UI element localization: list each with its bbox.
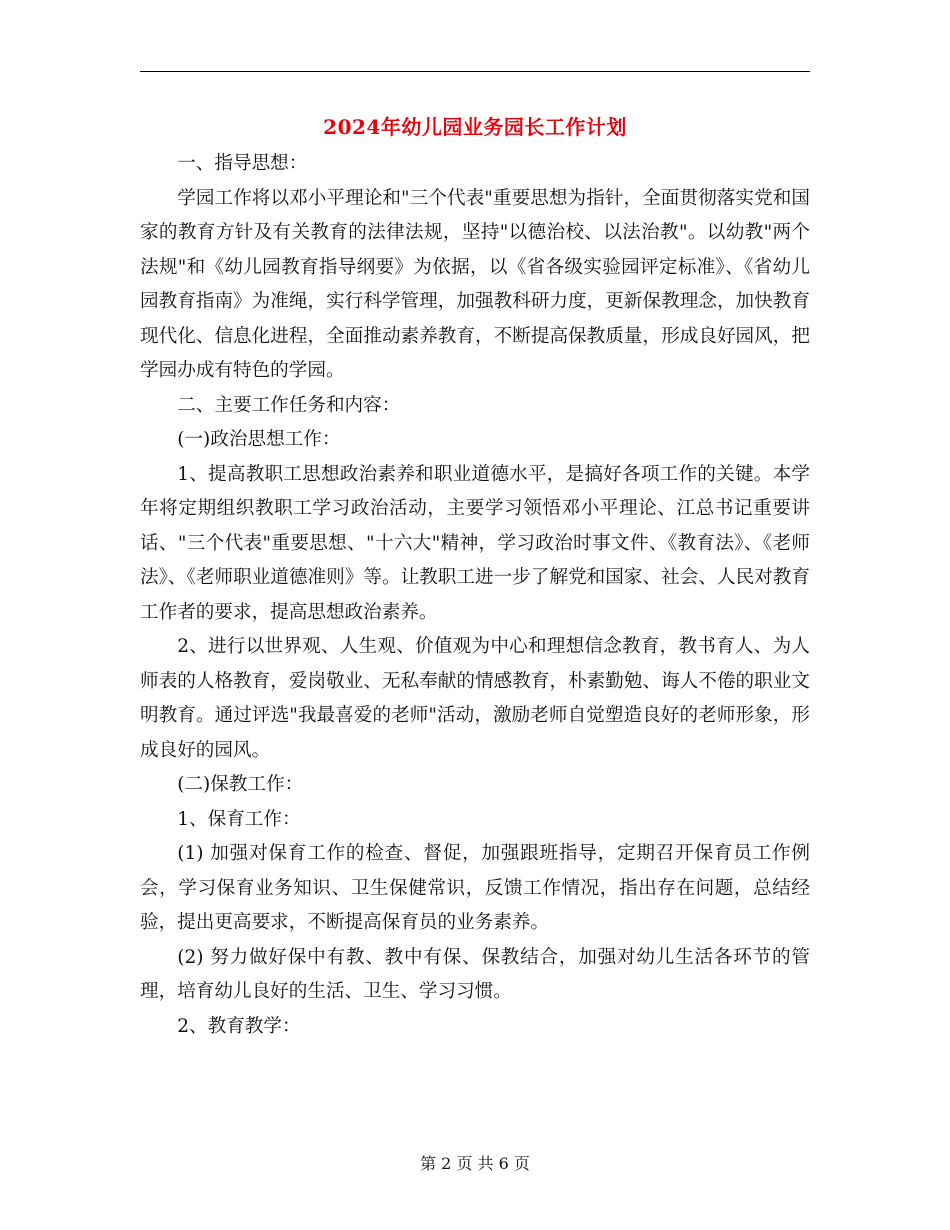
- page-footer: 第 2 页 共 6 页: [420, 1154, 530, 1173]
- section-heading-guiding-thought: 一、指导思想：: [177, 153, 308, 174]
- paragraph-care-2: (2) 努力做好保中有教、教中有保、保教结合，加强对幼儿生活各环节的管理，培育幼儿良好的生活、卫生、学习习惯。: [140, 946, 810, 1002]
- section-heading-main-tasks: 二、主要工作任务和内容：: [177, 394, 401, 416]
- paragraph-guiding-thought: 学园工作将以邓小平理论和"三个代表"重要思想为指针，全面贯彻落实党和国家的教育方针及有关教育的法律法规，坚持"以德治校、以法治教"。以幼教"两个法规"和《幼儿园教育指导纲要》为依据，以《省各级实验园评定标准》、《省幼儿园教育指南》为准绳，实行科学管理，加强教科研力度，更新保教理念，加快教育现代化、信息化进程，全面推动素养教育，不断提高保教质量，形成良好园风，把学园办成有特色的学园。: [140, 187, 810, 381]
- subsection-heading-care-education: (二)保教工作：: [177, 774, 304, 795]
- document-body: [140, 147, 810, 1044]
- item-heading-care-work: 1、保育工作：: [177, 808, 301, 830]
- paragraph-political-2: 2、进行以世界观、人生观、价值观为中心和理想信念教育，教书育人、为人师表的人格教育，爱岗敬业、无私奉献的情感教育，朴素勤勉、诲人不倦的职业文明教育。通过评选"我最喜爱的老师"活动，激励老师自觉塑造良好的老师形象，形成良好的园风。: [140, 636, 810, 761]
- header-rule: [140, 71, 810, 72]
- paragraph-care-1: (1) 加强对保育工作的检查、督促，加强跟班指导，定期召开保育员工作例会，学习保育业务知识、卫生保健常识，反馈工作情况，指出存在问题，总结经验，提出更高要求，不断提高保育员的业务素养。: [140, 843, 810, 933]
- subsection-heading-political-work: (一)政治思想工作：: [177, 429, 341, 450]
- paragraph-political-1: 1、提高教职工思想政治素养和职业道德水平，是搞好各项工作的关键。本学年将定期组织教职工学习政治活动，主要学习领悟邓小平理论、江总书记重要讲话、"三个代表"重要思想、"十六大"精神，学习政治时事文件、《教育法》、《老师法》、《老师职业道德准则》等。让教职工进一步了解党和国家、社会、人民对教育工作者的要求，提高思想政治素养。: [140, 463, 810, 623]
- document-title: 2024年幼儿园业务园长工作计划: [323, 115, 627, 139]
- item-heading-teaching: 2、教育教学：: [177, 1015, 301, 1037]
